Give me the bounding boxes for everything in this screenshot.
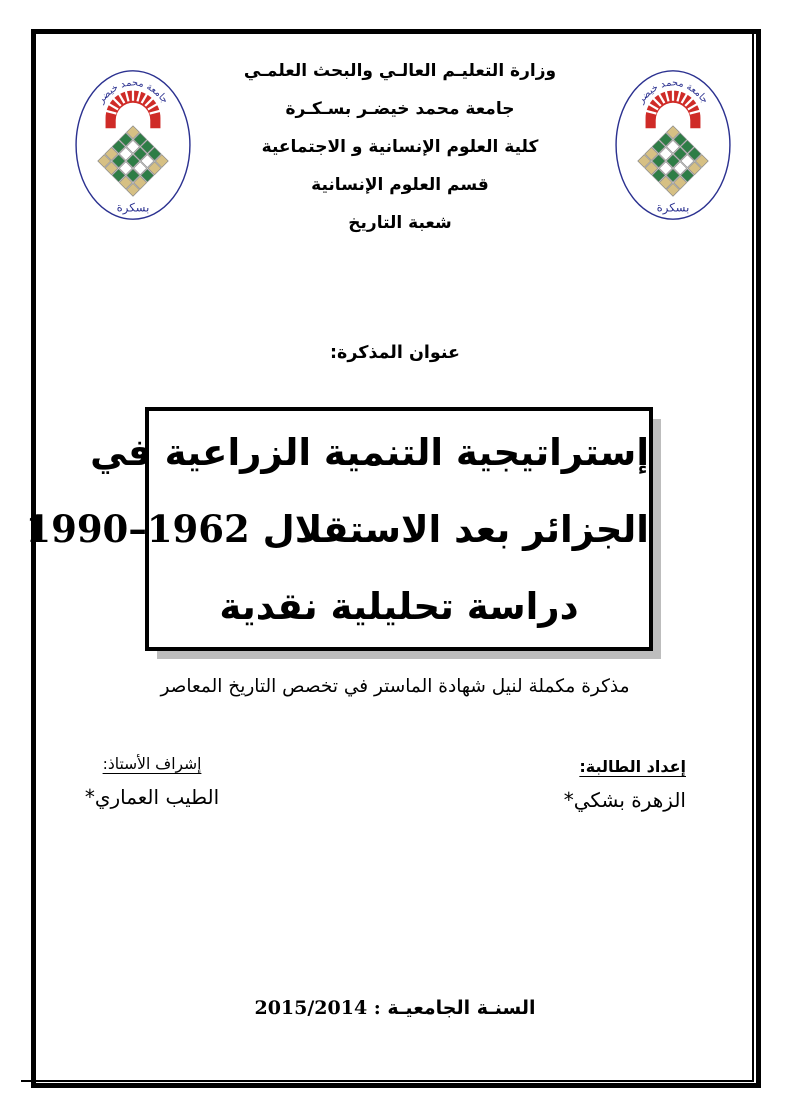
supervisor-name: الطيب العماري*	[84, 785, 220, 809]
faculty-line: كلية العلوم الإنسانية و الاجتماعية	[261, 137, 539, 157]
department-line: قسم العلوم الإنسانية	[311, 175, 489, 195]
page-border-inner-line-bottom	[21, 1080, 754, 1082]
supervisor-label: إشراف الأستاذ:	[102, 755, 202, 773]
student-block	[564, 757, 686, 812]
thesis-title-line: إستراتيجية التنمية الزراعية في	[90, 429, 649, 474]
thesis-title-line: الجزائر بعد الاستقلال 1962–1990	[25, 506, 649, 551]
student-name: الزهرة بشكي*	[563, 788, 686, 812]
thesis-title-line: دراسة تحليلية نقدية	[219, 583, 579, 628]
university-logo-icon	[72, 66, 194, 224]
student-label: إعداد الطالبة:	[579, 757, 686, 776]
ministry-line: وزارة التعليـم العالـي والبحث العلمـي	[243, 61, 557, 81]
title-label: عنوان المذكرة:	[330, 343, 460, 363]
branch-line: شعبة التاريخ	[348, 213, 452, 233]
university-logo-icon	[612, 66, 734, 224]
page-border-inner-line-right	[752, 29, 754, 1082]
academic-year: السنـة الجامعيـة : 2015/2014	[254, 997, 536, 1019]
institution-header	[190, 52, 610, 242]
degree-subtitle: مذكرة مكملة لنيل شهادة الماستر في تخصص التاريخ المعاصر	[160, 676, 630, 697]
university-line: جامعة محمد خيضـر بسـكـرة	[285, 99, 515, 119]
supervisor-block	[82, 755, 222, 809]
thesis-title-box	[25, 407, 653, 651]
